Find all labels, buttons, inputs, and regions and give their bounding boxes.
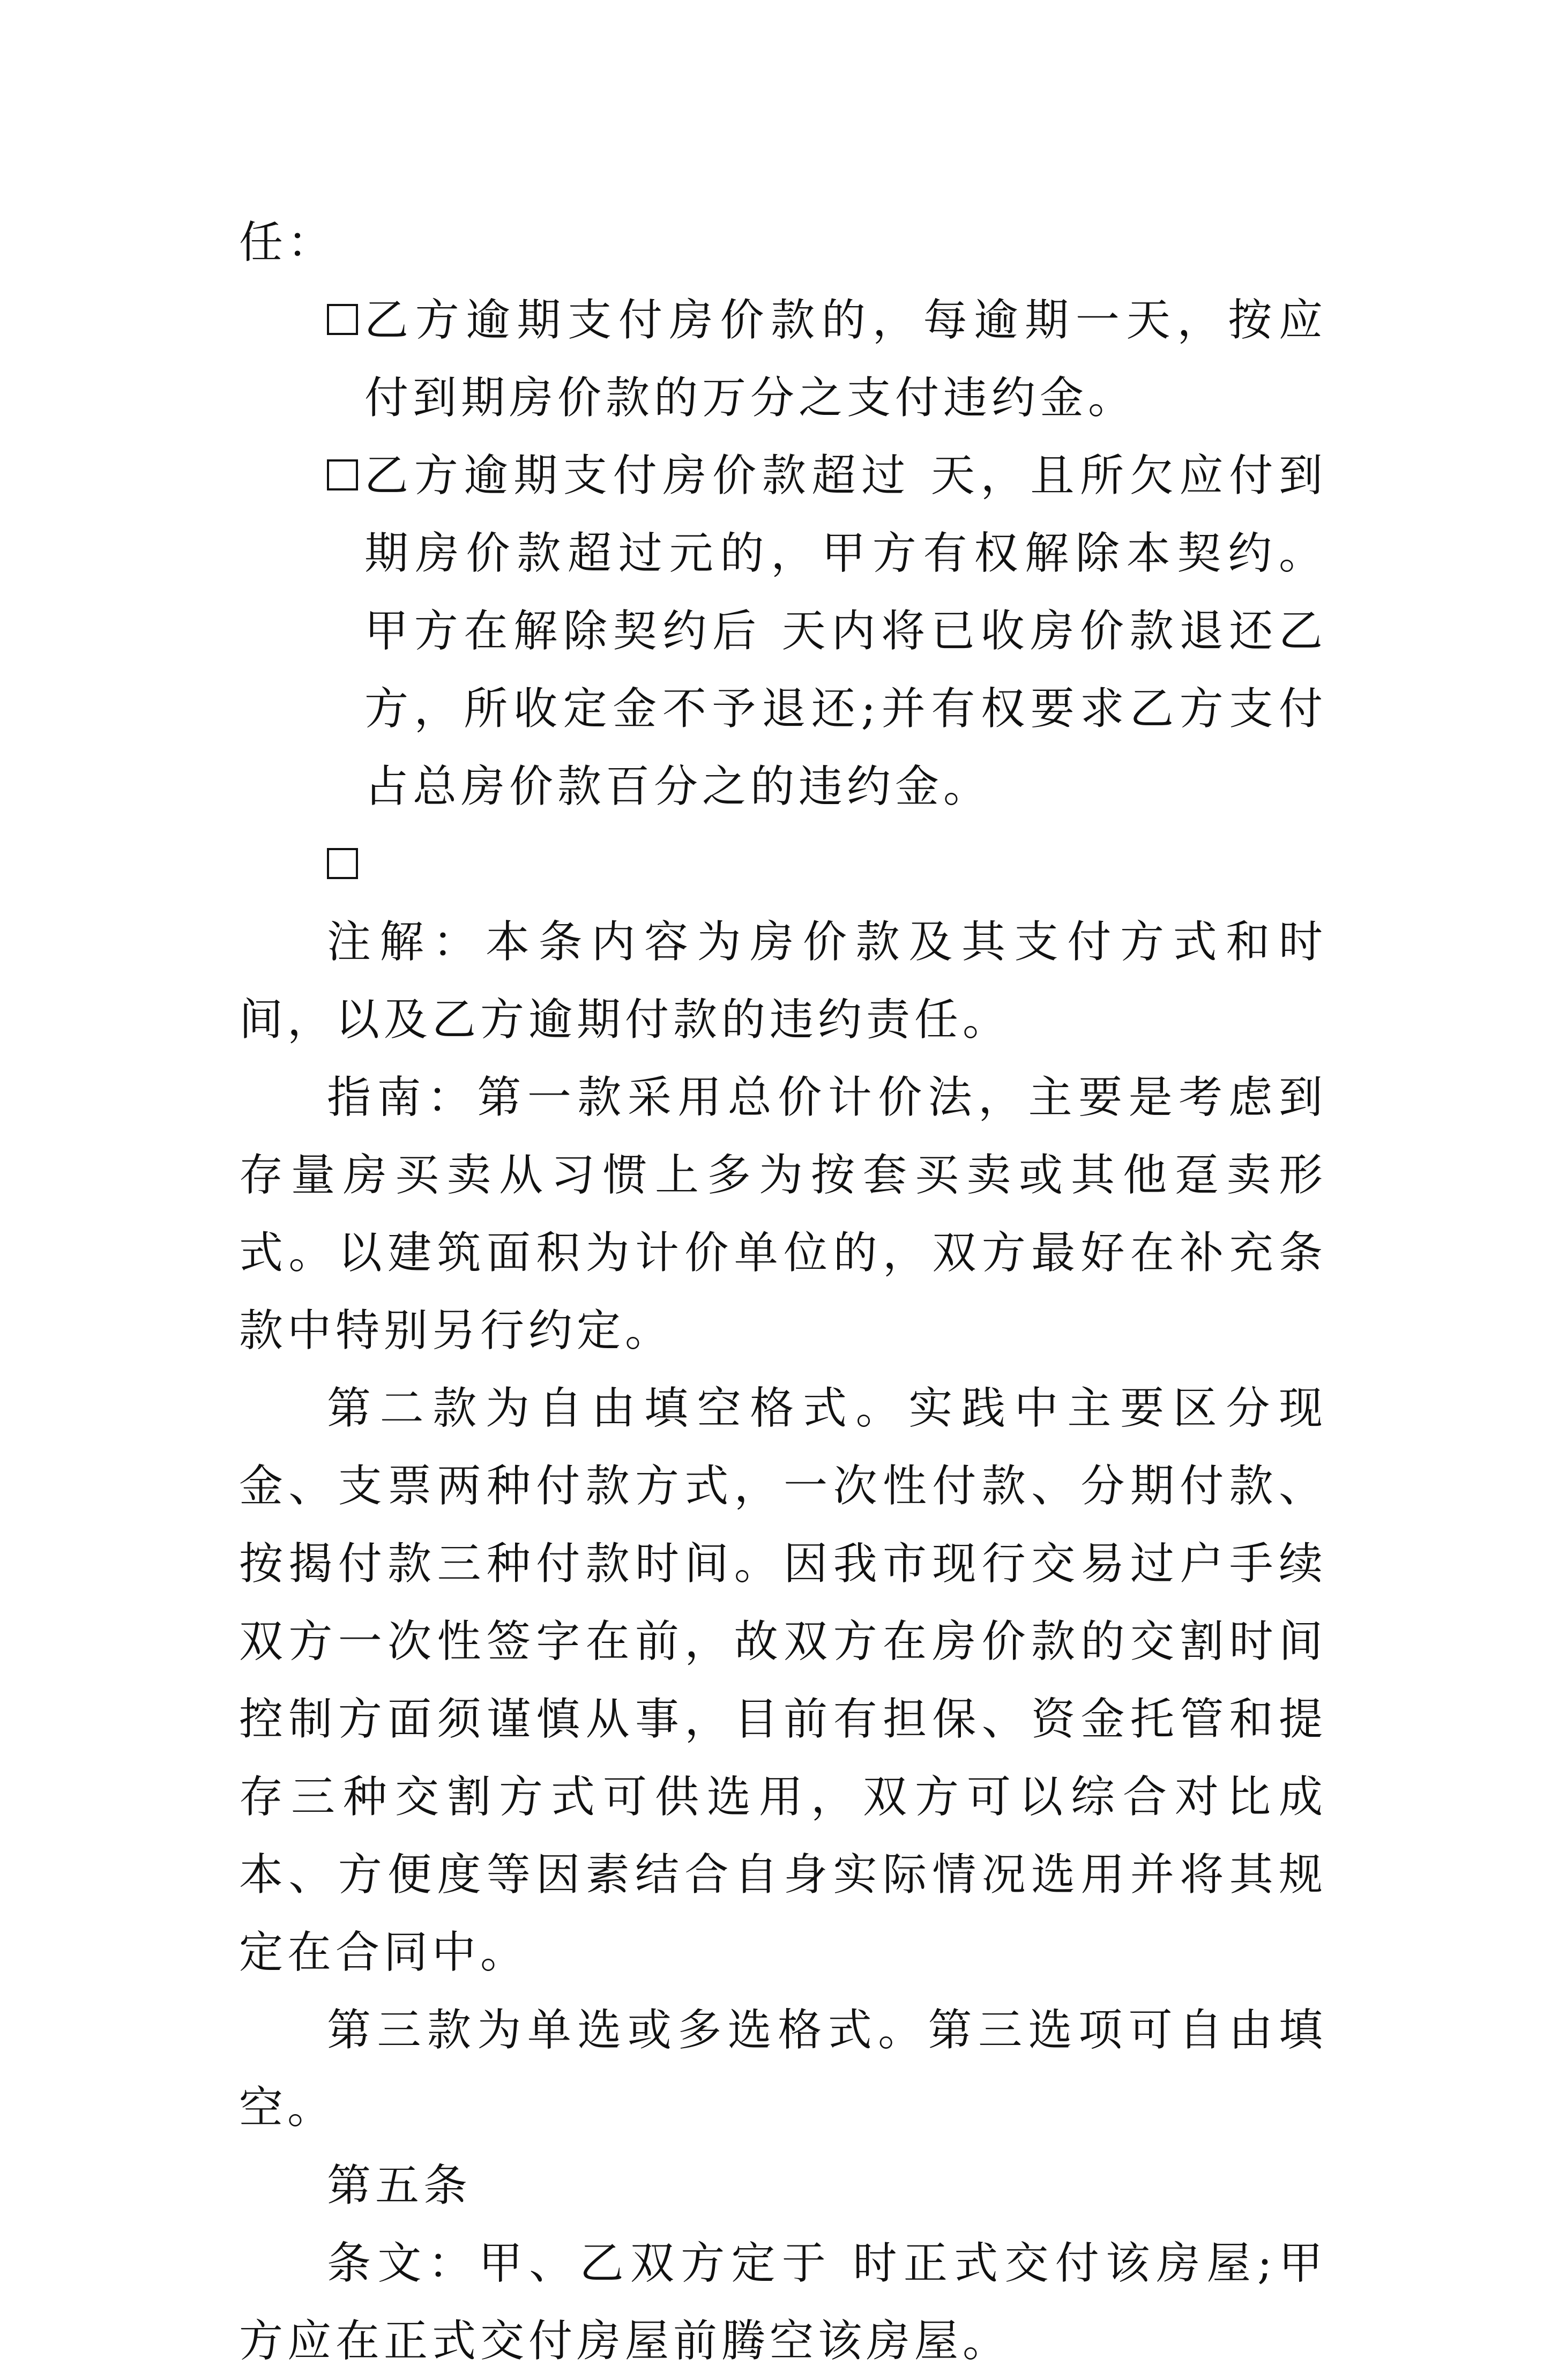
option-text-1: 乙方逾期支付房价款的，每逾期一天，按应付到期房价款的万分之支付违约金。 (364, 295, 1327, 423)
checkbox-icon[interactable] (327, 304, 358, 335)
option-row-3 (239, 825, 1327, 903)
guide-paragraph-1: 指南：第一款采用总价计价法，主要是考虑到存量房买卖从习惯上多为按套买卖或其他趸卖形式。以建筑面积为计价单位的，双方最好在补充条款中特别另行约定。 (239, 1072, 1327, 1356)
clause-paragraph: 条文：甲、乙双方定于 时正式交付该房屋;甲方应在正式交付房屋前腾空该房屋。 (239, 2238, 1327, 2367)
guide-paragraph-2: 第二款为自由填空格式。实践中主要区分现金、支票两种付款方式，一次性付款、分期付款、按揭付款三种付款时间。因我市现行交易过户手续双方一次性签字在前，故双方在房价款的交割时间控制方面须谨慎从事，目前有担保、资金托管和提存三种交割方式可供选用，双方可以综合对比成本、方便度等因素结合自身实际情况选用并将其规定在合同中。 (239, 1383, 1327, 1978)
checkbox-icon[interactable] (327, 459, 358, 490)
guide-paragraph-3: 第三款为单选或多选格式。第三选项可自由填空。 (239, 2005, 1327, 2133)
article-heading: 第五条 (327, 2160, 472, 2211)
checkbox-icon[interactable] (327, 848, 358, 879)
document-body (239, 204, 1327, 2380)
option-text-2: 乙方逾期支付房价款超过 天，且所欠应付到期房价款超过元的，甲方有权解除本契约。甲方在解除契约后 天内将已收房价款退还乙方，所收定金不予退还;并有权要求乙方支付占总房价款百分之的违约金。 (364, 450, 1327, 812)
paragraph-continuation: 任： (239, 217, 336, 268)
note-paragraph: 注解：本条内容为房价款及其支付方式和时间，以及乙方逾期付款的违约责任。 (239, 917, 1327, 1045)
option-row-2 (239, 437, 1327, 825)
option-row-1 (239, 281, 1327, 437)
